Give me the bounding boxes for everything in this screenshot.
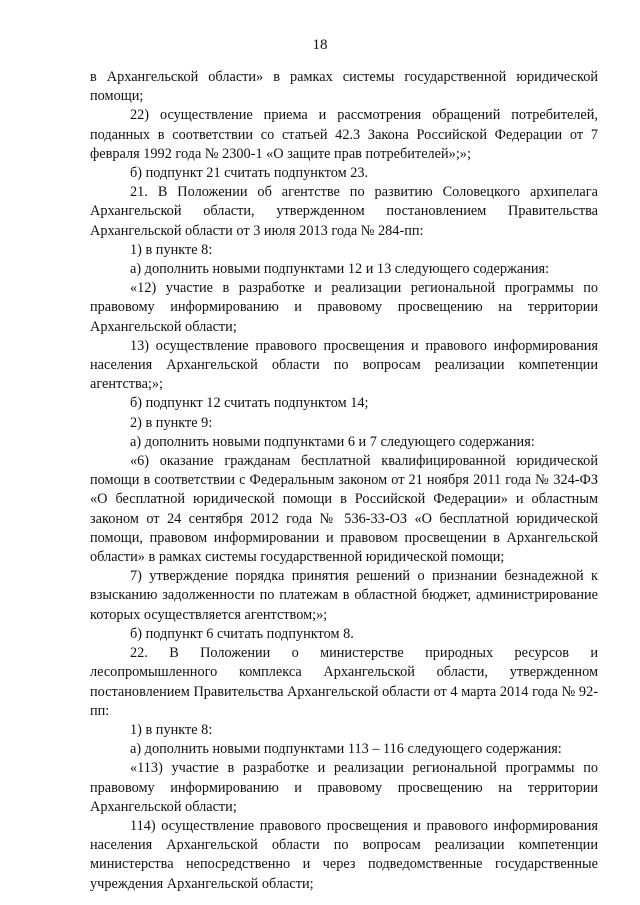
paragraph: а) дополнить новыми подпунктами 6 и 7 следующего содержания:: [130, 433, 535, 450]
paragraph: 7) утверждение порядка принятия решений о признании безнадежной к взысканию задолженности по платежам в областной бюджет, администрирование которых осуществляется агентством;»;: [90, 568, 598, 623]
paragraph: б) подпункт 12 считать подпунктом 14;: [130, 395, 369, 412]
paragraph: 21. В Положении об агентстве по развитию Соловецкого архипелага Архангельской области, утвержденном постановлением Правительства Архангельской области от 3 июля 2013 года № 284-пп:: [90, 184, 598, 239]
paragraph: в Архангельской области» в рамках системы государственной юридической помощи;: [90, 69, 598, 105]
paragraph: а) дополнить новыми подпунктами 12 и 13 следующего содержания:: [130, 261, 550, 278]
paragraph: а) дополнить новыми подпунктами 113 – 116 следующего содержания:: [130, 741, 562, 758]
paragraph: 114) осуществление правового просвещения и правового информирования населения Архангельской области по вопросам реализации компетенции министерства непосредственно и через подведомственные государственные учреждения Архангельской области;: [90, 817, 598, 892]
paragraph: 13) осуществление правового просвещения и правового информирования населения Архангельской области по вопросам реализации компетенции агентства;»;: [90, 337, 598, 393]
paragraph: «12) участие в разработке и реализации региональной программы по правовому информированию и правовому просвещению на территории Архангельской области;: [90, 280, 598, 335]
paragraph: б) подпункт 21 считать подпунктом 23.: [130, 165, 369, 182]
page-number: 18: [312, 37, 328, 53]
paragraph: 2) в пункте 9:: [130, 414, 213, 431]
document-body: [90, 68, 598, 894]
paragraph: 1) в пункте 8:: [130, 241, 213, 258]
paragraph: «6) оказание гражданам бесплатной квалифицированной юридической помощи в соответствии с Федеральным законом от 21 ноября 2011 года № 324-ФЗ «О бесплатной юридической помощи в Российской Федерации» и областным законом от 24 сентября 2012 года № 536-33-ОЗ «О бесплатной юридической помощи, правовом информировании и правовом просвещении в Архангельской области» в рамках системы государственной юридической помощи;: [90, 453, 598, 566]
paragraph: 22) осуществление приема и рассмотрения обращений потребителей, поданных в соответствии со статьей 42.3 Закона Российской Федерации от 7 февраля 1992 года № 2300-1 «О защите прав потребителей»;»;: [90, 107, 598, 162]
paragraph: б) подпункт 6 считать подпунктом 8.: [130, 625, 354, 642]
paragraph: «113) участие в разработке и реализации региональной программы по правовому информированию и правовому просвещению на территории Архангельской области;: [90, 760, 598, 815]
paragraph: 22. В Положении о министерстве природных ресурсов и лесопромышленного комплекса Архангельской области, утвержденном постановлением Правительства Архангельской области от 4 марта 2014 года № 92-пп:: [90, 645, 598, 719]
paragraph: 1) в пункте 8:: [130, 721, 213, 738]
